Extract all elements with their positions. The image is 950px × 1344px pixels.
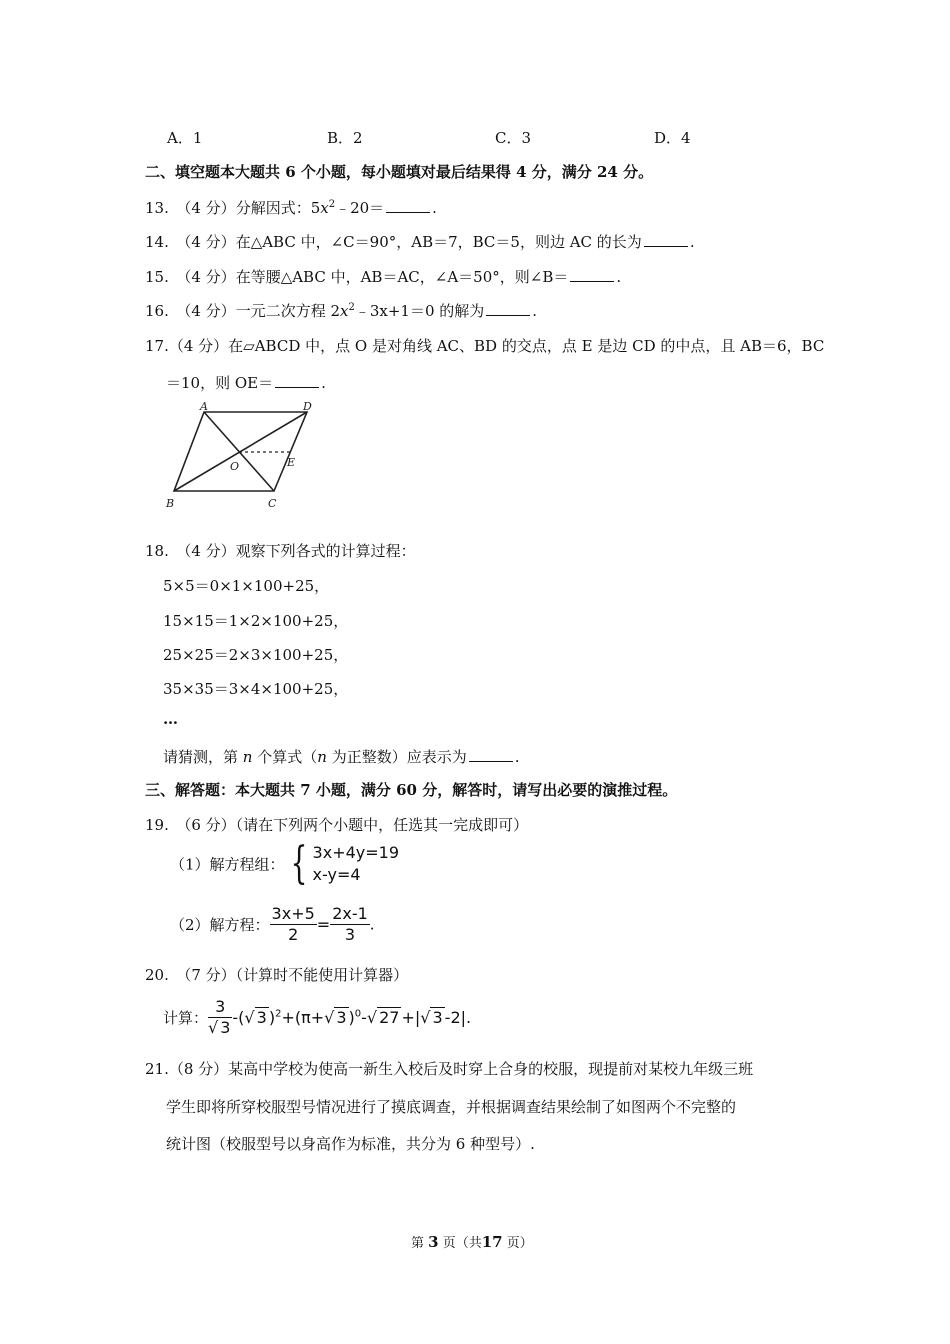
question-14: 14. （4 分）在△ABC 中，∠C＝90°，AB＝7，BC＝5，则边 AC 的长为 .	[145, 233, 695, 251]
q19-part1: （1）解方程组： { 3x+4y=19 x-y=4	[170, 838, 400, 889]
question-17-line2: ＝10，则 OE＝ .	[166, 374, 326, 392]
question-15: 15. （4 分）在等腰△ABC 中，AB＝AC，∠A＝50°，则∠B＝ .	[145, 268, 622, 286]
q20-expression: 计算： $\frac{3}{√ 3}$ -(√ 3 )$^2$+(π+√ 3 )$^0$-√ 27 +|√ 3 -2|.	[163, 997, 472, 1037]
option-c: C．3	[495, 129, 532, 147]
label-b: B	[166, 497, 175, 510]
label-c: C	[268, 497, 277, 510]
equation-system: 3x+4y=19 x-y=4	[312, 843, 400, 884]
answer-blank	[469, 747, 513, 762]
answer-blank	[486, 301, 530, 316]
question-13: 13. （4 分）分解因式：$5x^2﹣20=$ .	[145, 199, 437, 217]
section2-title: 二、填空题本大题共 6 个小题，每小题填对最后结果得 4 分，满分 24 分。	[145, 163, 654, 181]
answer-blank	[644, 232, 688, 247]
question-21-line1: 21.（8 分）某高中学校为使高一新生入校后及时穿上合身的校服，现提前对某校九年级三班	[145, 1060, 754, 1078]
q18-guess: 请猜测，第 n 个算式（n 为正整数）应表示为 .	[163, 748, 520, 766]
question-21-line2: 学生即将所穿校服型号情况进行了摸底调查，并根据调查结果绘制了如图两个不完整的	[166, 1098, 737, 1116]
label-o: O	[230, 460, 240, 473]
label-e: E	[287, 456, 296, 469]
q19-part2: （2）解方程： $\frac{3x+5}{2}$ = $\frac{2x-1}{3}$ .	[170, 904, 375, 944]
question-20-intro: 20. （7 分）（计算时不能使用计算器）	[145, 966, 409, 984]
question-18-intro: 18. （4 分）观察下列各式的计算过程：	[145, 542, 416, 560]
question-19-intro: 19. （6 分）（请在下列两个小题中，任选其一完成即可）	[145, 816, 529, 834]
brace: {	[290, 838, 307, 889]
option-a: A．1	[167, 129, 203, 147]
section3-title: 三、解答题：本大题共 7 小题，满分 60 分，解答时，请写出必要的演推过程。	[145, 781, 678, 799]
q18-ellipsis: …	[163, 710, 178, 728]
option-d: D．4	[654, 129, 691, 147]
option-b: B．2	[327, 129, 363, 147]
parallelogram-figure	[160, 398, 320, 516]
answer-blank	[275, 373, 319, 388]
q18-line-4: 35×35＝3×4×100+25，	[163, 680, 349, 698]
q18-line-2: 15×15＝1×2×100+25，	[163, 612, 349, 630]
label-a: A	[200, 400, 208, 413]
fraction-3-over-sqrt3: $\frac{3}{√ 3}$	[208, 997, 231, 1037]
q18-line-3: 25×25＝2×3×100+25，	[163, 646, 349, 664]
question-21-line3: 统计图（校服型号以身高作为标准，共分为 6 种型号）.	[166, 1135, 535, 1153]
fraction-left: $\frac{3x+5}{2}$	[271, 904, 315, 944]
label-d: D	[303, 400, 312, 413]
page-footer: 第 3 页（共17 页）	[411, 1233, 533, 1251]
answer-blank	[386, 198, 430, 213]
question-17-line1: 17.（4 分）在▱ABCD 中，点 O 是对角线 AC、BD 的交点，点 E 是边 CD 的中点，且 AB＝6，BC	[145, 337, 825, 355]
fraction-right: $\frac{2x-1}{3}$	[332, 904, 368, 944]
q18-line-1: 5×5＝0×1×100+25，	[163, 577, 330, 595]
question-16: 16. （4 分）一元二次方程 $2x^2﹣3x+1=0$ 的解为 .	[145, 302, 538, 320]
answer-blank	[570, 267, 614, 282]
